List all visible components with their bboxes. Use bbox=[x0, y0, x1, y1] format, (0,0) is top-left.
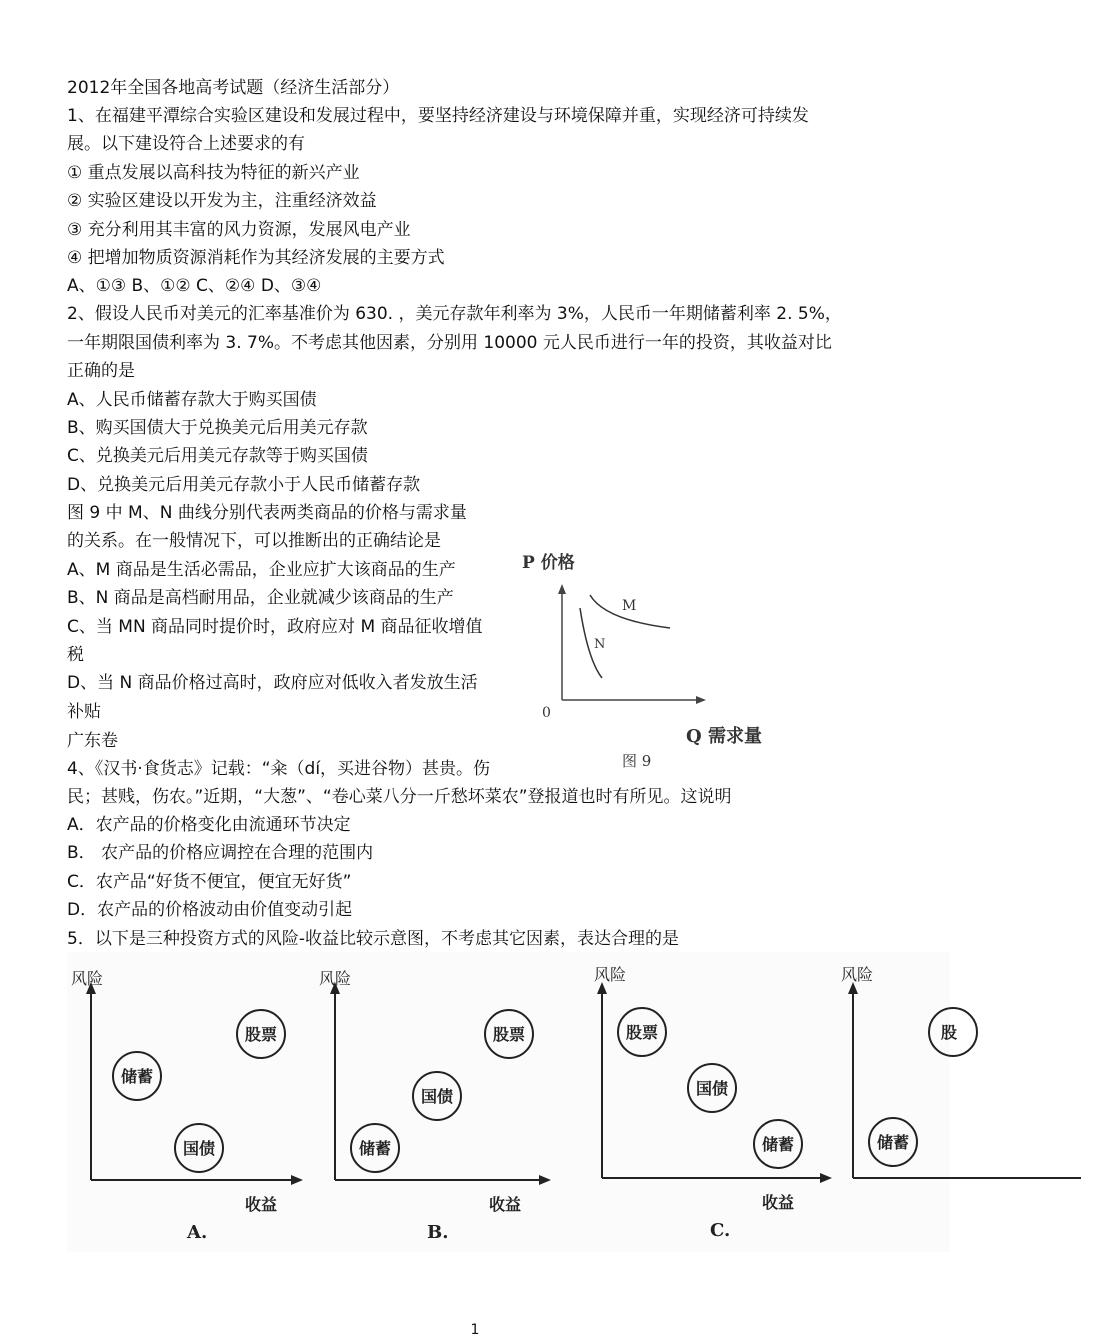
panel-d-risk-label: 风险 bbox=[841, 965, 874, 984]
panel-a-risk-label: 风险 bbox=[71, 969, 104, 988]
q4-option-d: D．农产品的价格波动由价值变动引起 bbox=[67, 900, 353, 920]
q3-option-c-line2: 税 bbox=[67, 645, 84, 665]
fig9-origin: 0 bbox=[542, 705, 551, 721]
panel-c-risk-label: 风险 bbox=[594, 965, 627, 984]
q5-stem: 5．以下是三种投资方式的风险-收益比较示意图，不考虑其它因素，表达合理的是 bbox=[67, 929, 679, 949]
fig9-x-arrow bbox=[696, 696, 706, 704]
q5-risk-return-diagrams bbox=[67, 952, 958, 1252]
panel-a-x-arrow bbox=[291, 1175, 303, 1185]
q3-option-d-line1: D、当 N 商品价格过高时，政府应对低收入者发放生活 bbox=[67, 673, 478, 693]
q3-stem-line1: 图 9 中 M、N 曲线分别代表两类商品的价格与需求量 bbox=[67, 503, 467, 523]
fig9-caption: 图 9 bbox=[622, 752, 652, 770]
q4-option-a: A．农产品的价格变化由流通环节决定 bbox=[67, 815, 351, 835]
fig9-label-m: M bbox=[622, 598, 637, 614]
panel-a-low-label: 国债 bbox=[182, 1139, 216, 1158]
panel-a-return-label: 收益 bbox=[245, 1195, 278, 1214]
q1-option-3: ③ 充分利用其丰富的风力资源，发展风电产业 bbox=[67, 220, 411, 240]
panel-d-low-label: 储蓄 bbox=[876, 1133, 910, 1152]
q1-option-2: ② 实验区建设以开发为主，注重经济效益 bbox=[67, 191, 377, 211]
panel-b-risk-label: 风险 bbox=[319, 969, 352, 988]
q3-option-a: A、M 商品是生活必需品，企业应扩大该商品的生产 bbox=[67, 560, 456, 580]
panel-b-x-arrow bbox=[539, 1175, 551, 1185]
q3-option-b: B、N 商品是高档耐用品，企业就减少该商品的生产 bbox=[67, 588, 454, 608]
q2-option-c: C、兑换美元后用美元存款等于购买国债 bbox=[67, 446, 368, 466]
panel-a-mid-label: 储蓄 bbox=[120, 1067, 154, 1086]
q4-option-b: B． 农产品的价格应调控在合理的范围内 bbox=[67, 843, 374, 863]
fig9-y-label: P 价格 bbox=[522, 553, 575, 573]
q3-source: 广东卷 bbox=[67, 731, 118, 751]
q3-stem-line2: 的关系。在一般情况下，可以推断出的正确结论是 bbox=[67, 531, 441, 551]
risk-panel-c bbox=[592, 952, 852, 1252]
q1-stem-line2: 展。以下建设符合上述要求的有 bbox=[67, 134, 305, 154]
panel-d-top-label: 股 bbox=[941, 1023, 958, 1042]
panel-c-letter: C. bbox=[710, 1220, 731, 1241]
q1-option-1: ① 重点发展以高科技为特征的新兴产业 bbox=[67, 163, 360, 183]
panel-c-top-label: 股票 bbox=[625, 1023, 659, 1042]
q4-stem-line1: 4、《汉书·食货志》记载：“籴（dí，买进谷物）甚贵。伤 bbox=[67, 759, 491, 779]
q2-option-a: A、人民币储蓄存款大于购买国债 bbox=[67, 390, 317, 410]
fig9-label-n: N bbox=[594, 637, 606, 652]
figure-9-price-demand bbox=[510, 540, 800, 780]
panel-a-top-label: 股票 bbox=[244, 1025, 278, 1044]
risk-panel-b bbox=[319, 952, 579, 1252]
panel-c-low-label: 储蓄 bbox=[761, 1135, 795, 1154]
panel-c-return-label: 收益 bbox=[762, 1193, 795, 1212]
page-number: 1 bbox=[470, 1322, 480, 1338]
q1-stem-line1: 1、在福建平潭综合实验区建设和发展过程中，要坚持经济建设与环境保障并重，实现经济可持续发 bbox=[67, 106, 809, 126]
panel-b-letter: B. bbox=[427, 1222, 449, 1243]
q4-option-c: C．农产品“好货不便宜，便宜无好货” bbox=[67, 872, 352, 892]
q1-choices: A、①③ B、①② C、②④ D、③④ bbox=[67, 276, 322, 296]
q1-option-4: ④ 把增加物质资源消耗作为其经济发展的主要方式 bbox=[67, 248, 445, 268]
fig9-x-label: Q 需求量 bbox=[686, 726, 762, 747]
q3-option-d-line2: 补贴 bbox=[67, 702, 101, 722]
panel-b-low-label: 储蓄 bbox=[358, 1139, 392, 1158]
q2-stem-line2: 一年期限国债利率为 3. 7%。不考虑其他因素，分别用 10000 元人民币进行一年的投资，其收益对比 bbox=[67, 333, 832, 353]
panel-c-x-arrow bbox=[820, 1173, 832, 1183]
q4-stem-line2: 民；甚贱，伤农。”近期，“大葱”、“卷心菜八分一斤愁坏菜农”登报道也时有所见。这说明 bbox=[67, 787, 732, 807]
panel-b-top-label: 股票 bbox=[492, 1025, 526, 1044]
q2-stem-line1: 2、假设人民币对美元的汇率基准价为 630. ，美元存款年利率为 3%，人民币一年期储蓄利率 2. 5%， bbox=[67, 304, 842, 324]
panel-b-return-label: 收益 bbox=[489, 1195, 522, 1214]
q3-option-c-line1: C、当 MN 商品同时提价时，政府应对 M 商品征收增值 bbox=[67, 617, 483, 637]
q2-stem-line3: 正确的是 bbox=[67, 361, 135, 381]
risk-panel-d-partial bbox=[841, 952, 1101, 1252]
risk-panel-a bbox=[67, 952, 327, 1252]
panel-a-letter: A. bbox=[187, 1222, 208, 1243]
q2-option-b: B、购买国债大于兑换美元后用美元存款 bbox=[67, 418, 368, 438]
q2-option-d: D、兑换美元后用美元存款小于人民币储蓄存款 bbox=[67, 475, 421, 495]
doc-title: 2012年全国各地高考试题（经济生活部分） bbox=[67, 78, 400, 98]
panel-c-mid-label: 国债 bbox=[695, 1079, 729, 1098]
panel-b-mid-label: 国债 bbox=[420, 1087, 454, 1106]
fig9-y-arrow bbox=[558, 584, 566, 594]
